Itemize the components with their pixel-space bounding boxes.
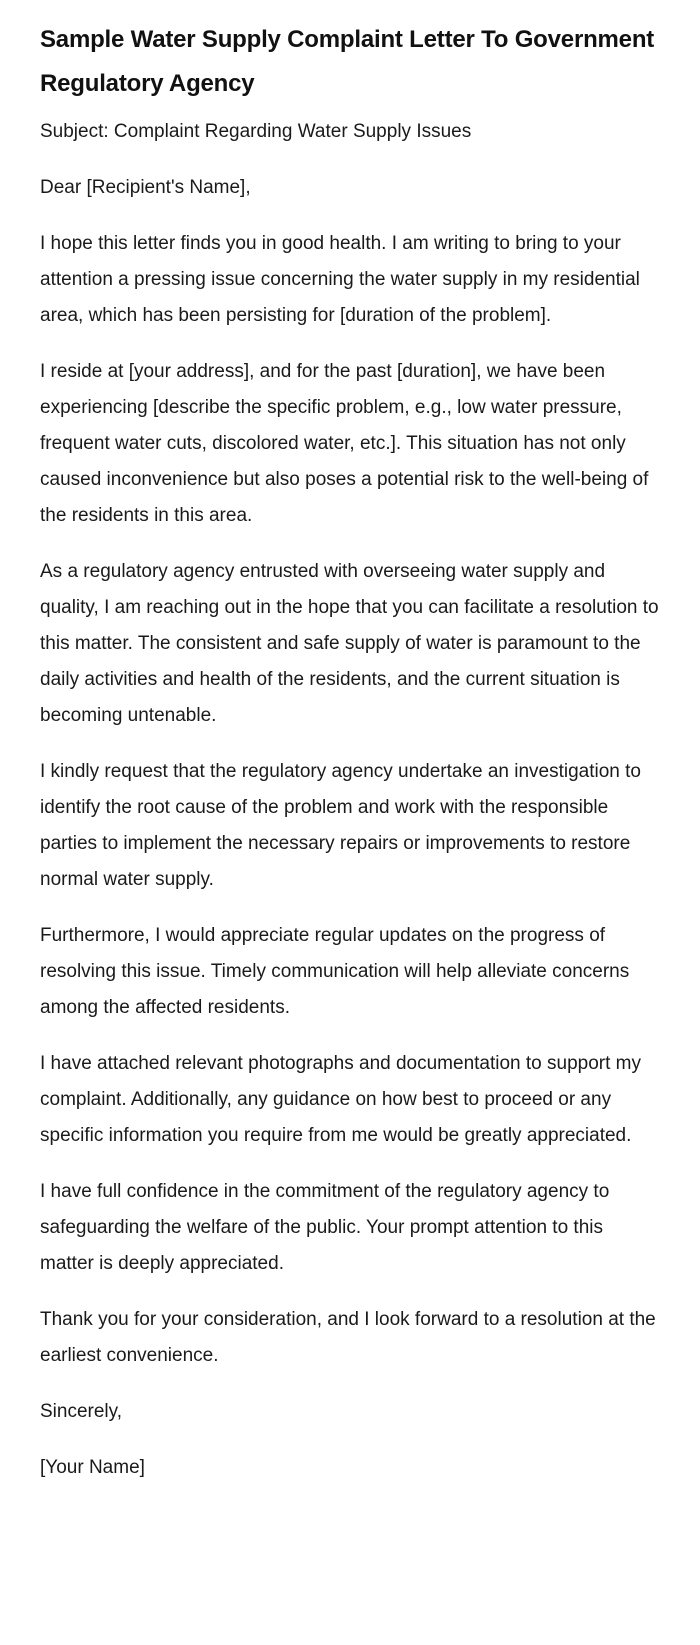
letter-signature: [Your Name] <box>40 1457 145 1478</box>
letter-subject: Subject: Complaint Regarding Water Supply Issues <box>40 121 472 142</box>
letter-closing: Sincerely, <box>40 1401 123 1422</box>
letter-paragraph-6: I have attached relevant photographs and documentation to support my complaint. Additionally, any guidance on how best to proceed or any specific information you require from me would be greatly appreciated. <box>40 1053 642 1146</box>
letter-paragraph-8: Thank you for your consideration, and I look forward to a resolution at the earliest convenience. <box>40 1309 656 1366</box>
letter-paragraph-1: I hope this letter finds you in good health. I am writing to bring to your attention a pressing issue concerning the water supply in my residential area, which has been persisting for [duration of the problem]. <box>40 233 640 326</box>
letter-paragraph-5: Furthermore, I would appreciate regular updates on the progress of resolving this issue. Timely communication will help alleviate concerns among the affected residents. <box>40 925 630 1018</box>
letter-salutation: Dear [Recipient's Name], <box>40 177 251 198</box>
letter-paragraph-4: I kindly request that the regulatory agency undertake an investigation to identify the root cause of the problem and work with the responsible parties to implement the necessary repairs or improvements to restore normal water supply. <box>40 761 641 890</box>
letter-title: Sample Water Supply Complaint Letter To Government Regulatory Agency <box>40 26 655 97</box>
letter-paragraph-7: I have full confidence in the commitment of the regulatory agency to safeguarding the welfare of the public. Your prompt attention to this matter is deeply appreciated. <box>40 1181 610 1274</box>
letter-paragraph-2: I reside at [your address], and for the past [duration], we have been experiencing [describe the specific problem, e.g., low water pressure, frequent water cuts, discolored water, etc.]. This situation has not only caused inconvenience but also poses a potential risk to the well-being of the residents in this area. <box>40 361 649 526</box>
letter-paragraph-3: As a regulatory agency entrusted with overseeing water supply and quality, I am reaching out in the hope that you can facilitate a resolution to this matter. The consistent and safe supply of water is paramount to the daily activities and health of the residents, and the current situation is becoming untenable. <box>40 561 659 726</box>
